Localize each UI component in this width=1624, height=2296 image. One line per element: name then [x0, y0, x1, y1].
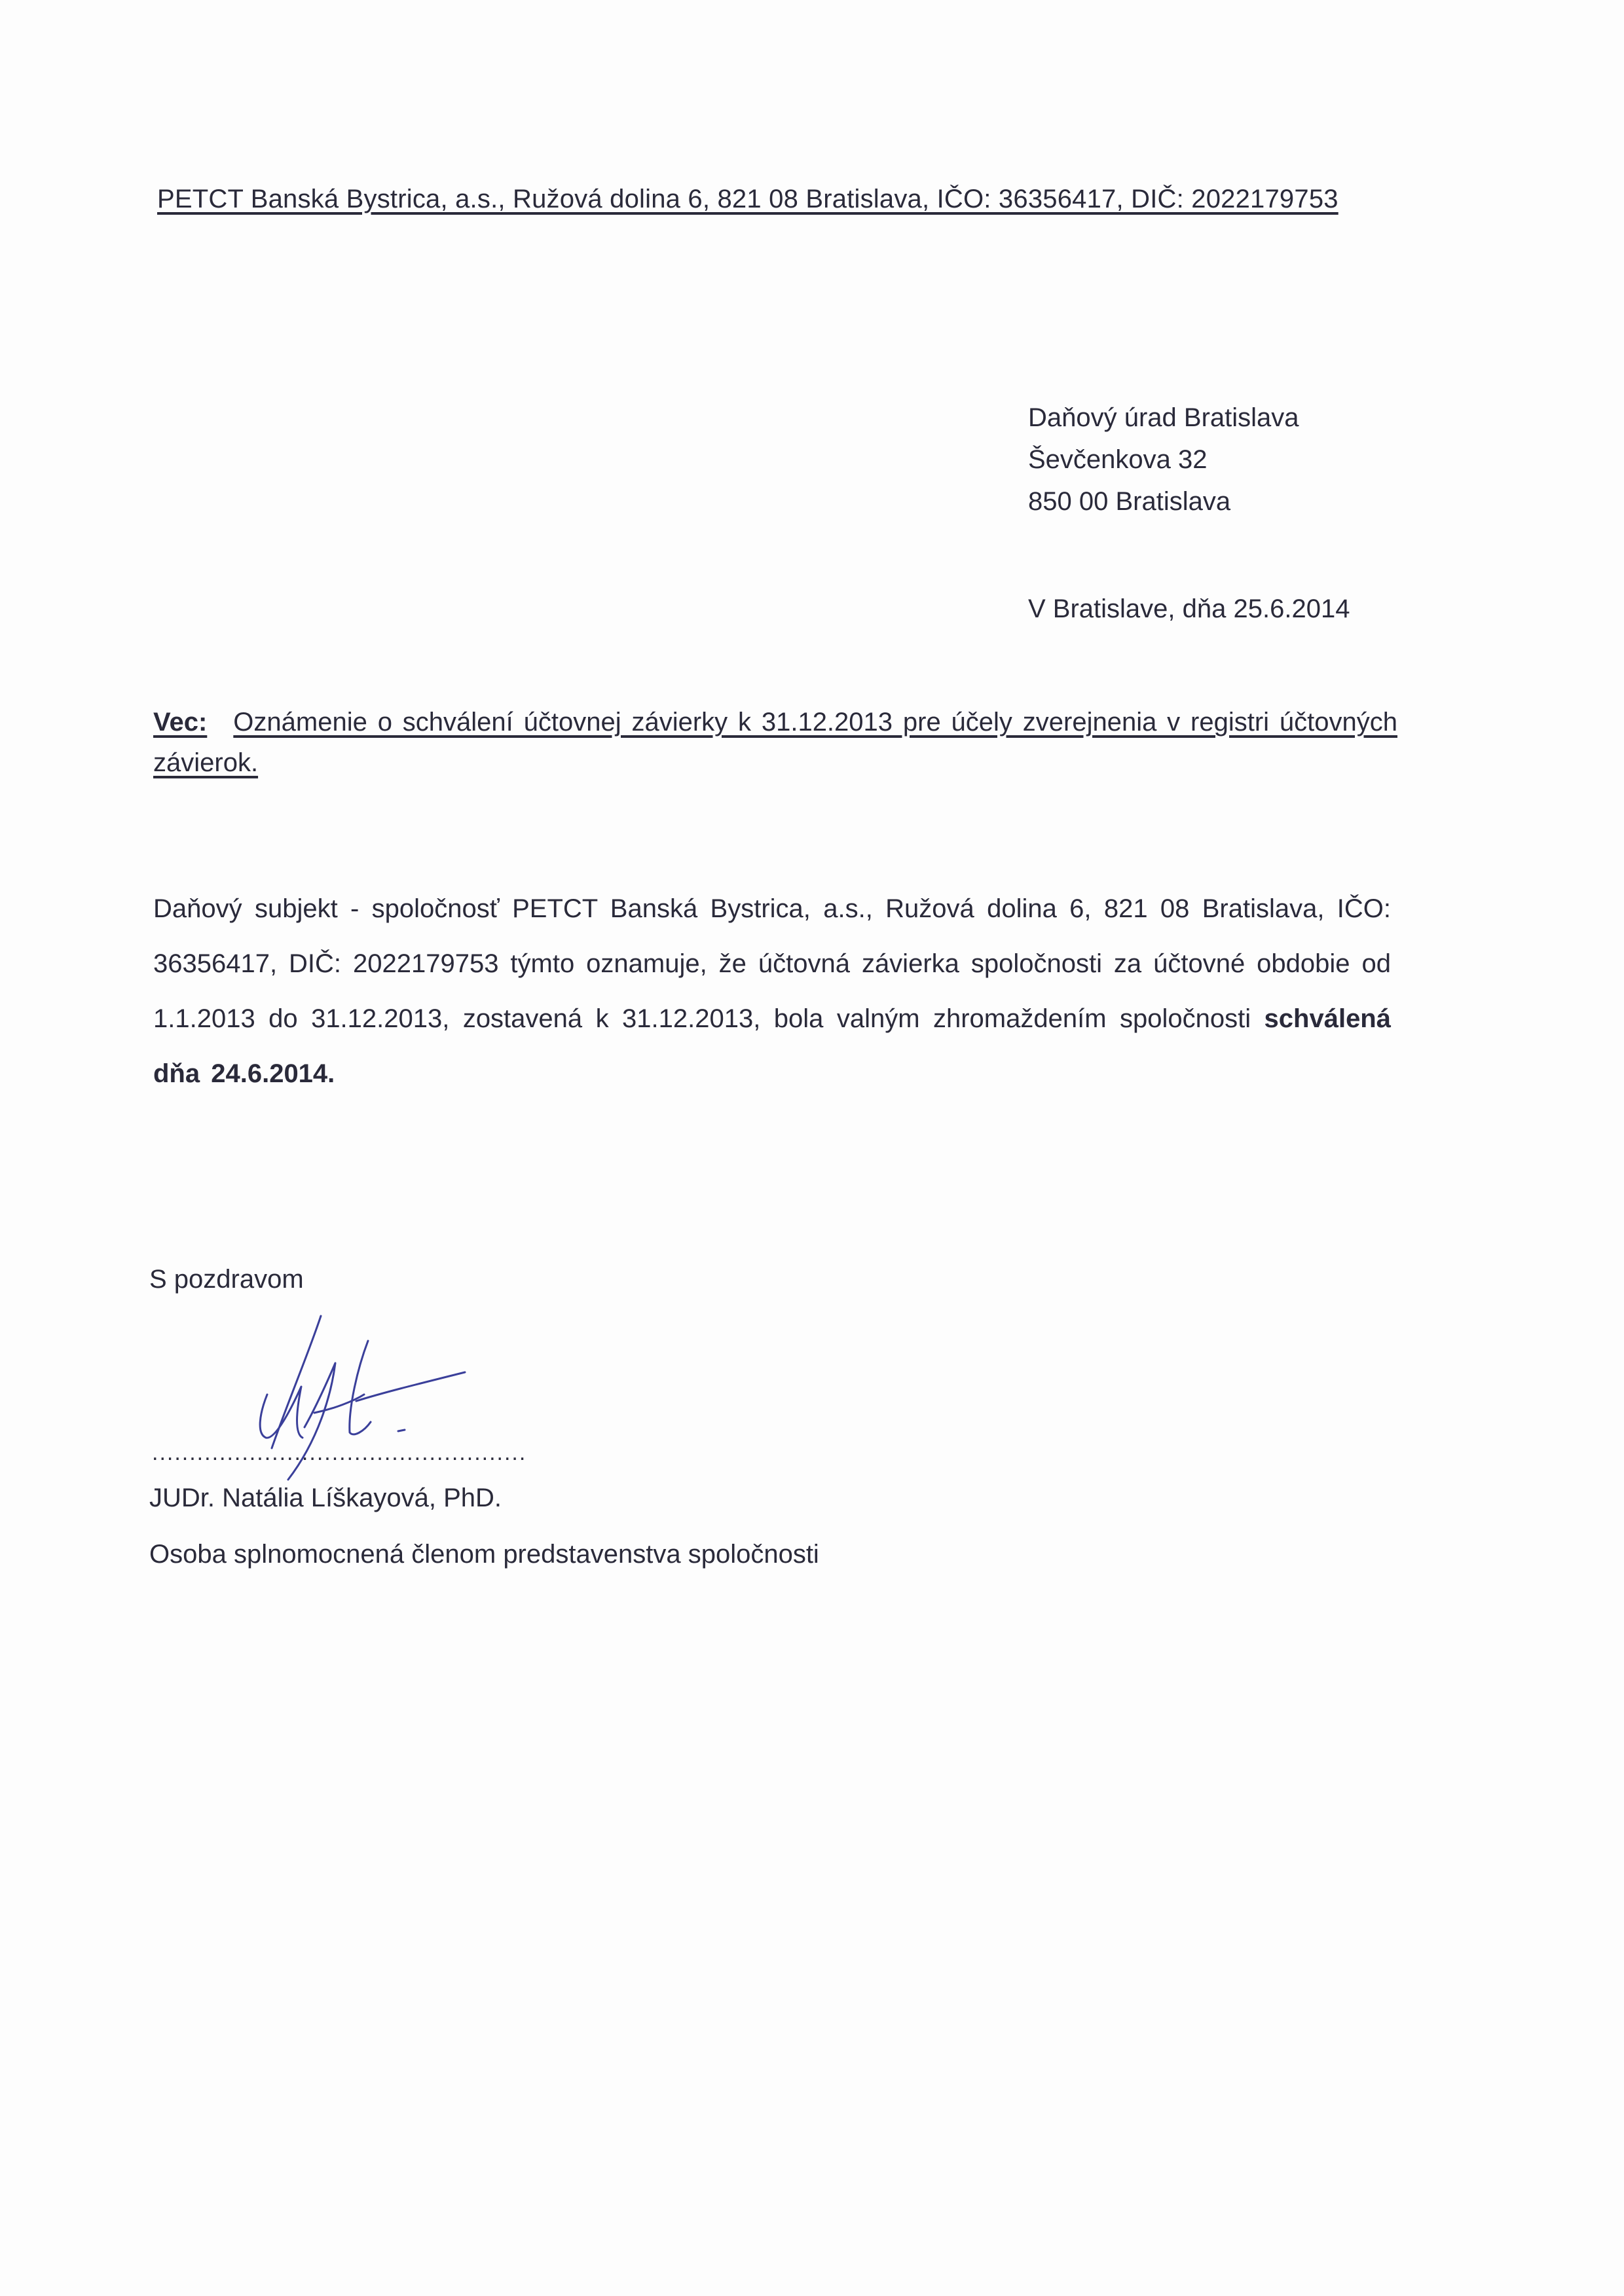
signature-line: .................................................. [152, 1440, 527, 1465]
body-emphasis: schválená dňa 24.6.2014. [153, 1004, 1391, 1088]
subject-text: Oznámenie o schválení účtovnej závierky k 31.12.2013 pre účely zverejnenia v registri účtovných závierok. [153, 708, 1397, 777]
body-paragraph [153, 881, 1391, 1101]
body-text: Daňový subjekt - spoločnosť PETCT Banská Bystrica, a.s., Ružová dolina 6, 821 08 Bratislava, IČO: 36356417, DIČ: 2022179753 týmto oznamuje, že účtovná závierka spoločnosti za účtovné obdobie od 1.1.2013 do 31.12.2013, zostavená k 31.12.2013, bola valným zhromaždením spoločnosti [153, 894, 1391, 1033]
place-and-date: V Bratislave, dňa 25.6.2014 [1028, 594, 1350, 623]
subject-block [153, 702, 1397, 783]
signature-stroke-5 [350, 1341, 371, 1434]
signer-name: JUDr. Natália Líškayová, PhD. [149, 1484, 502, 1512]
signature-stroke-6 [356, 1372, 465, 1401]
signature-stroke-2 [260, 1387, 303, 1438]
signer-role: Osoba splnomocnená členom predstavenstva spoločnosti [149, 1540, 819, 1569]
signature-stroke-7 [398, 1430, 405, 1431]
recipient-address [1028, 397, 1299, 522]
greeting: S pozdravom [149, 1265, 304, 1294]
recipient-line-2: Ševčenkova 32 [1028, 445, 1208, 474]
recipient-line-3: 850 00 Bratislava [1028, 487, 1231, 516]
subject-label: Vec: [153, 708, 208, 737]
signature-stroke-4 [314, 1394, 364, 1413]
company-header: PETCT Banská Bystrica, a.s., Ružová dolina 6, 821 08 Bratislava, IČO: 36356417, DIČ: 2022179753 [157, 185, 1338, 213]
recipient-line-1: Daňový úrad Bratislava [1028, 403, 1299, 432]
